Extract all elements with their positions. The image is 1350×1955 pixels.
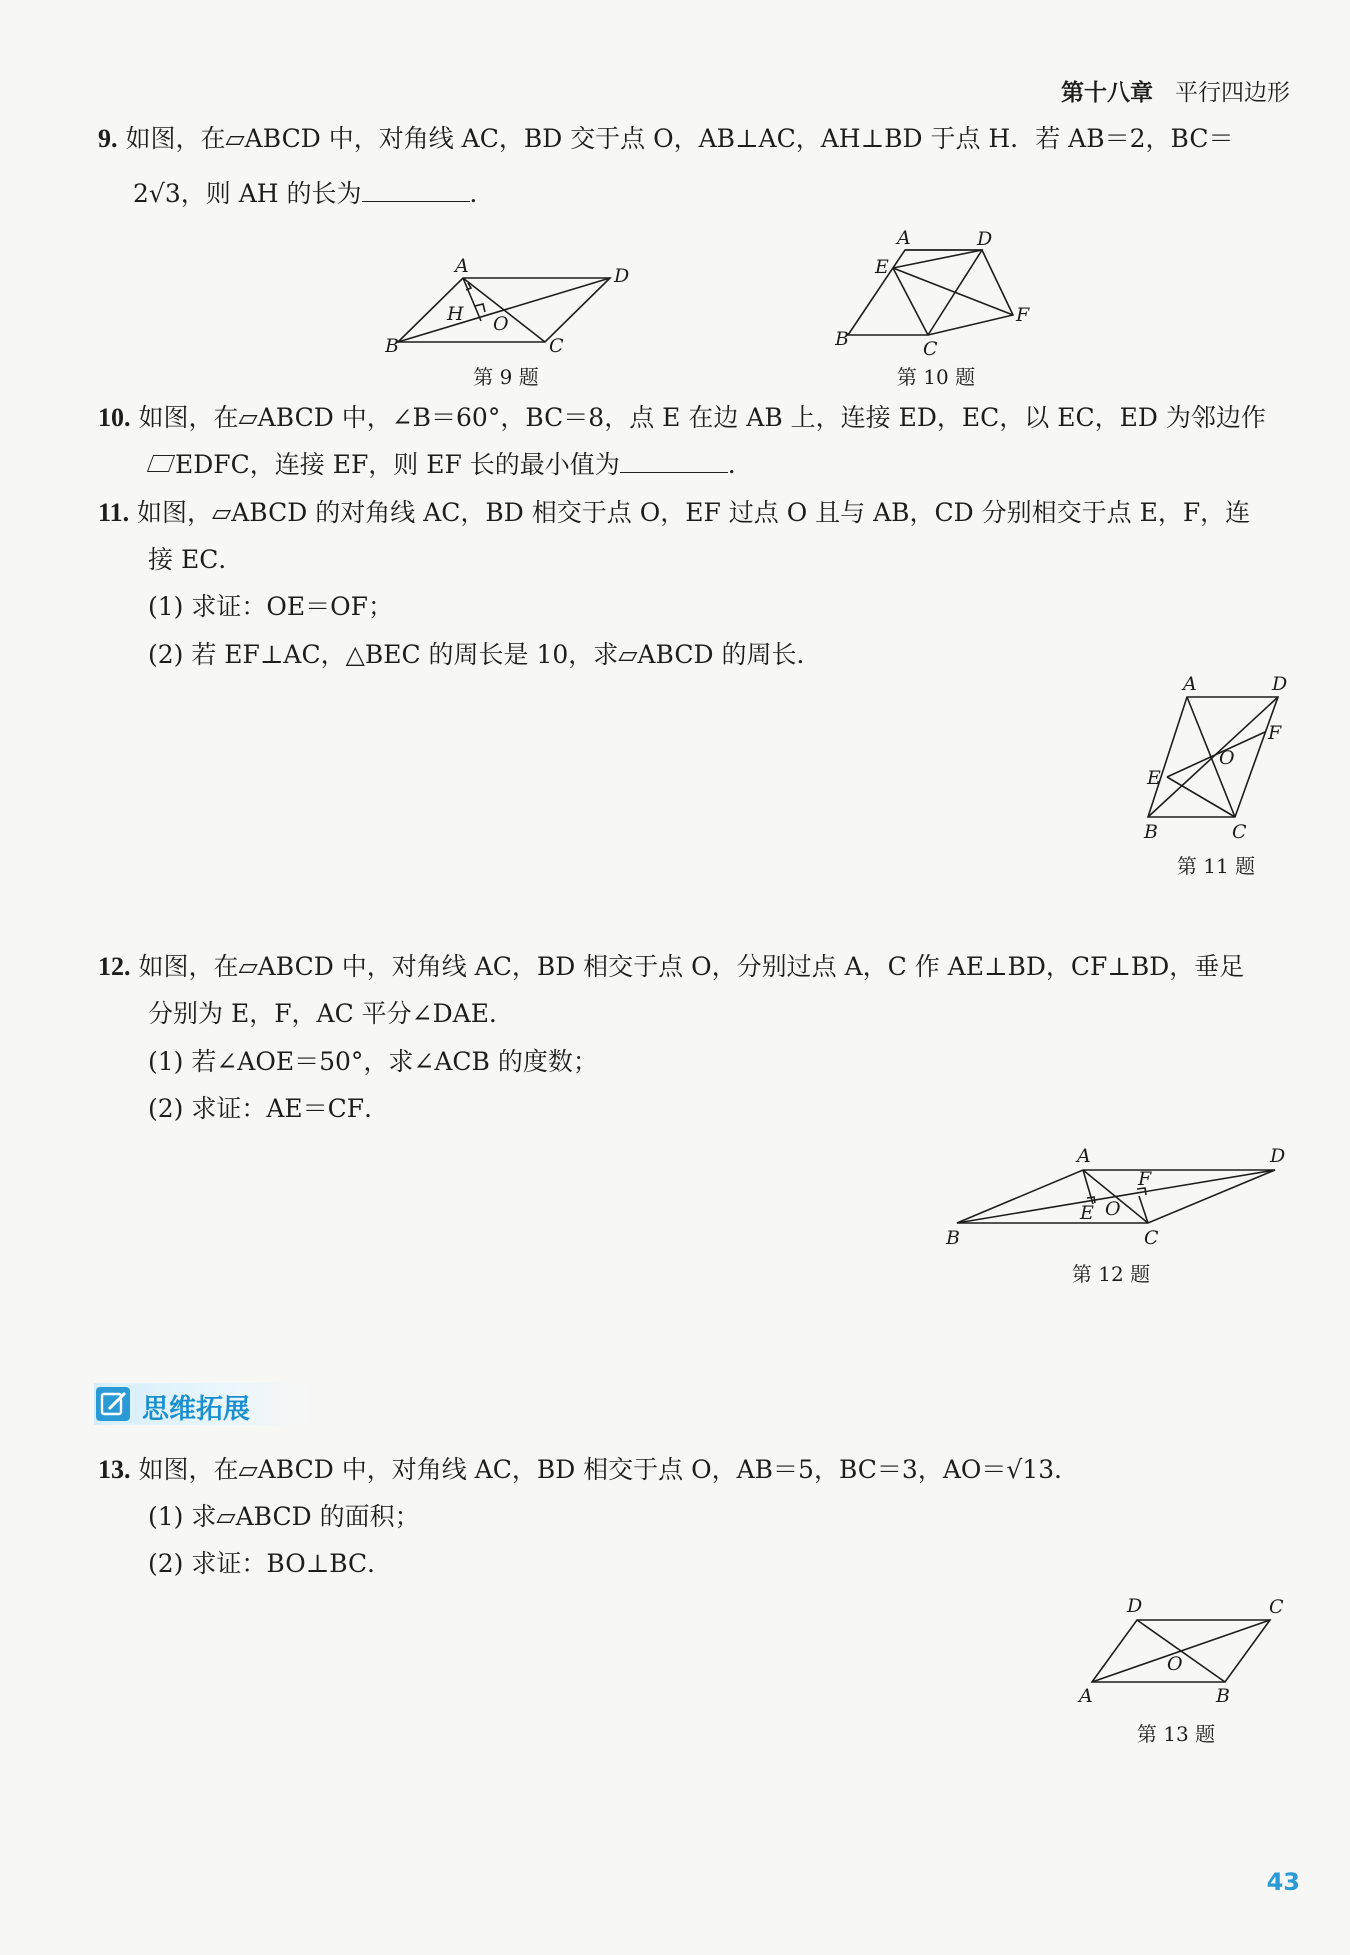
chapter-title: 平行四边形	[1175, 80, 1290, 106]
question-9-line-1	[98, 124, 1233, 154]
label-d: D	[614, 265, 630, 287]
figure-13	[1075, 1590, 1295, 1705]
period: ．	[727, 450, 753, 479]
label-c: C	[549, 335, 564, 357]
segment-ed	[893, 250, 982, 268]
label-d: D	[977, 228, 993, 250]
label-b: B	[946, 1227, 960, 1249]
label-e: E	[1080, 1202, 1094, 1224]
segment-ec	[1167, 777, 1235, 817]
answer-blank[interactable]	[620, 450, 728, 473]
figure-10-caption: 第 10 题	[896, 365, 976, 389]
question-12-sub-1: (1) 若∠AOE＝50°，求∠ACB 的度数；	[148, 1047, 598, 1076]
label-o: O	[493, 313, 509, 335]
pencil-note-icon	[96, 1387, 130, 1421]
segment-ec	[893, 268, 928, 335]
question-text: 如图，在▱ABCD 中，对角线 AC，BD 交于点 O，AB⊥AC，AH⊥BD 于点 H．若 AB＝2，BC＝	[125, 124, 1234, 153]
label-a: A	[897, 227, 911, 249]
question-text: EDFC，连接 EF，则 EF 长的最小值为	[175, 450, 620, 479]
question-12-line-1	[98, 952, 1244, 982]
label-b: B	[835, 328, 849, 350]
parallelogram-symbol	[147, 455, 175, 472]
question-text: 如图，▱ABCD 的对角线 AC，BD 相交于点 O，EF 过点 O 且与 AB，CD 分别相交于点 E，F，连	[137, 498, 1251, 527]
question-10-line-2	[148, 450, 753, 480]
section-title: 思维拓展	[142, 1394, 250, 1425]
period: ．	[469, 179, 495, 208]
label-c: C	[923, 338, 938, 360]
figure-12-caption: 第 12 题	[1071, 1262, 1151, 1286]
answer-blank[interactable]	[362, 179, 470, 202]
figure-13-caption: 第 13 题	[1136, 1722, 1216, 1746]
question-13-line-1	[98, 1455, 1079, 1485]
question-number: 11.	[98, 498, 130, 527]
figure-9-caption: 第 9 题	[473, 365, 539, 389]
question-9-line-2	[133, 179, 495, 209]
label-e: E	[1147, 767, 1161, 789]
figure-10	[835, 225, 1035, 360]
question-text: 2√3，则 AH 的长为	[133, 179, 362, 208]
label-d: D	[1127, 1595, 1143, 1617]
label-c: C	[1269, 1596, 1284, 1618]
question-text: 如图，在▱ABCD 中，对角线 AC，BD 相交于点 O，AB＝5，BC＝3，AO＝√13．	[138, 1455, 1080, 1484]
label-b: B	[1144, 821, 1158, 843]
chapter-header	[1061, 74, 1290, 107]
label-a: A	[1183, 673, 1197, 695]
question-number: 9.	[98, 124, 118, 153]
question-12-line-2: 分别为 E，F，AC 平分∠DAE．	[148, 999, 514, 1028]
question-13-sub-2: (2) 求证：BO⊥BC．	[148, 1549, 393, 1578]
label-b: B	[385, 335, 399, 357]
chapter-number: 第十八章	[1061, 80, 1153, 106]
question-number: 10.	[98, 403, 131, 432]
question-text: 如图，在▱ABCD 中，对角线 AC，BD 相交于点 O，分别过点 A，C 作 AE⊥BD，CF⊥BD，垂足	[138, 952, 1245, 981]
label-c: C	[1144, 1227, 1159, 1249]
question-11-sub-2: (2) 若 EF⊥AC，△BEC 的周长是 10，求▱ABCD 的周长．	[148, 640, 822, 669]
label-d: D	[1272, 673, 1288, 695]
question-10-line-1	[98, 403, 1266, 433]
label-d: D	[1270, 1145, 1286, 1167]
label-f: F	[1268, 722, 1282, 744]
label-a: A	[455, 255, 469, 277]
label-f: F	[1016, 304, 1030, 326]
question-12-sub-2: (2) 求证：AE＝CF．	[148, 1094, 390, 1123]
pencil-note-glyph	[96, 1387, 130, 1421]
question-11-sub-1: (1) 求证：OE＝OF；	[148, 592, 393, 621]
label-o: O	[1167, 1653, 1183, 1675]
figure-12	[940, 1140, 1290, 1250]
label-o: O	[1219, 747, 1235, 769]
question-13-sub-1: (1) 求▱ABCD 的面积；	[148, 1502, 420, 1531]
segment-ef	[893, 268, 1013, 315]
figure-11	[1135, 672, 1295, 847]
question-11-line-2: 接 EC．	[148, 545, 244, 574]
figure-11-caption: 第 11 题	[1176, 854, 1256, 878]
question-text: 如图，在▱ABCD 中，∠B＝60°，BC＝8，点 E 在边 AB 上，连接 ED，EC，以 EC，ED 为邻边作	[138, 403, 1266, 432]
figure-9	[385, 250, 635, 360]
label-a: A	[1079, 1685, 1093, 1705]
question-number: 13.	[98, 1455, 131, 1484]
label-c: C	[1232, 821, 1247, 843]
label-b: B	[1216, 1685, 1230, 1705]
question-11-line-1	[98, 498, 1250, 528]
label-f: F	[1138, 1168, 1152, 1190]
label-h: H	[447, 303, 464, 325]
label-o: O	[1105, 1198, 1121, 1220]
section-header	[94, 1383, 314, 1425]
question-number: 12.	[98, 952, 131, 981]
label-a: A	[1077, 1145, 1091, 1167]
label-e: E	[875, 256, 889, 278]
page-number: 43	[1266, 1868, 1300, 1896]
